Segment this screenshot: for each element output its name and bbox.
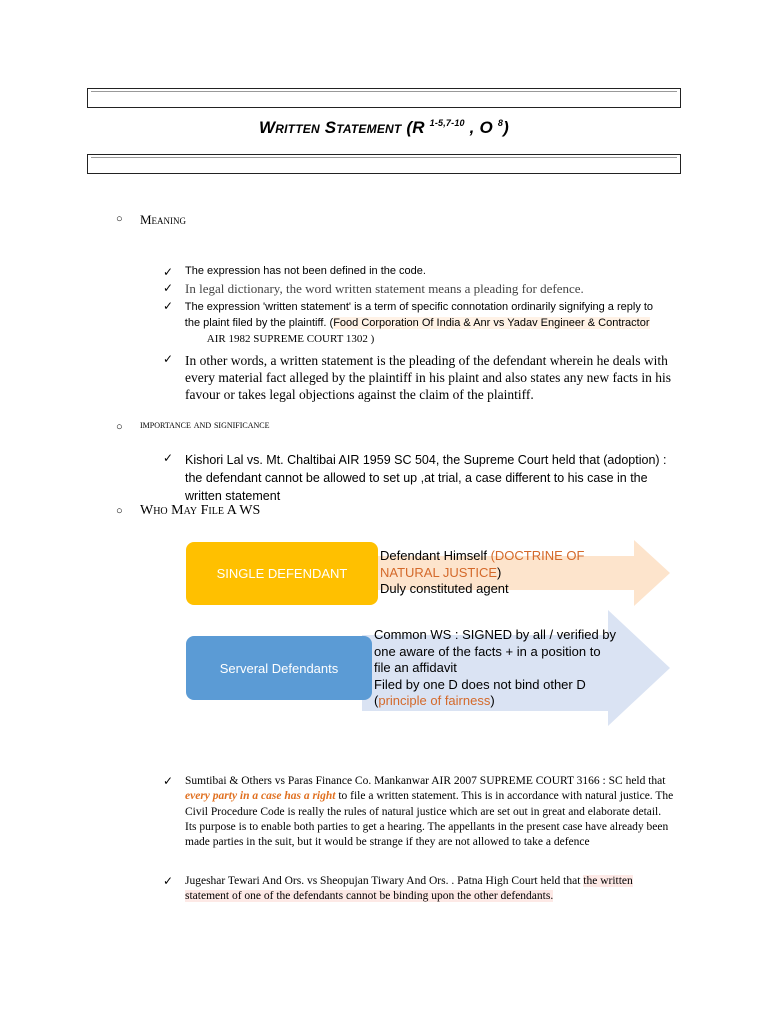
case-jugeshar: ✓ Jugeshar Tewari And Ors. vs Sheopujan Tiwary And Ors. . Patna High Court held that the written statement of one of the defendants cannot be binding upon the other defendants.	[163, 874, 633, 903]
meaning-point-4: ✓ In other words, a written statement is the pleading of the defendant wherein he deals with every material fact alleged by the plaintiff in his plaint and also states any new facts in his favour or takes legal objections against the claim of the plaintiff.	[163, 352, 671, 402]
check-icon: ✓	[163, 451, 174, 465]
citation-ref: AIR 1982 SUPREME COURT 1302 )	[206, 333, 375, 345]
meaning-point-3: ✓ The expression 'written statement' is a term of specific connotation ordinarily signifying a reply to the plaint filed by the plaintiff. (Food Corporation Of India & Anr vs Yadav Engineer & Contractor AIR 1982 SUPREME COURT 1302 )	[163, 299, 654, 345]
importance-bullet: ○	[116, 421, 123, 433]
check-icon: ✓	[163, 352, 174, 366]
who-bullet: ○	[116, 505, 123, 517]
meaning-point-2: ✓ In legal dictionary, the word written statement means a pleading for defence.	[163, 281, 584, 296]
meaning-heading: Meaning	[140, 212, 187, 227]
check-icon: ✓	[163, 774, 174, 788]
case-sumtibai: ✓ Sumtibai & Others vs Paras Finance Co. Mankanwar AIR 2007 SUPREME COURT 3166 : SC held that every party in a case has a right to file a written statement. This is in accordance with natural justice. The Civil Procedure Code is really the rules of natural justice which are set out in great and elaborate detail. Its purpose is to enable both parties to get a hearing. The appellants in the present case have already been made parties in the suit, but it would be strange if they are not allowed to take a defence	[163, 774, 674, 849]
several-defendants-box: Serveral Defendants	[186, 636, 372, 700]
meaning-bullet: ○	[116, 213, 123, 225]
meaning-point-1: ✓ The expression has not been defined in the code.	[163, 265, 426, 279]
importance-heading: importance and significance	[140, 419, 270, 431]
who-heading: Who May File A WS	[140, 503, 261, 518]
page-title: Written Statement (R $^{1-5,7-10}$ , O $^8$)	[259, 118, 509, 137]
importance-point: ✓ Kishori Lal vs. Mt. Chaltibai AIR 1959 SC 504, the Supreme Court held that (adoption) : the defendant cannot be allowed to set up ,at trial, a case different to his case in the written statement	[163, 451, 667, 503]
single-defendant-box: SINGLE DEFENDANT	[186, 542, 378, 605]
several-arrow-text: Common WS : SIGNED by all / verified by one aware of the facts + in a position to file an affidavit Filed by one D does not bind other D (principle of fairness)	[374, 627, 617, 708]
single-arrow-text: Defendant Himself (DOCTRINE OF NATURAL JUSTICE) Duly constituted agent	[380, 548, 585, 596]
check-icon: ✓	[163, 299, 174, 313]
check-icon: ✓	[163, 874, 174, 888]
check-icon: ✓	[163, 265, 174, 279]
check-icon: ✓	[163, 281, 174, 295]
citation-case: Food Corporation Of India & Anr vs Yadav Engineer & Contractor	[333, 317, 650, 329]
